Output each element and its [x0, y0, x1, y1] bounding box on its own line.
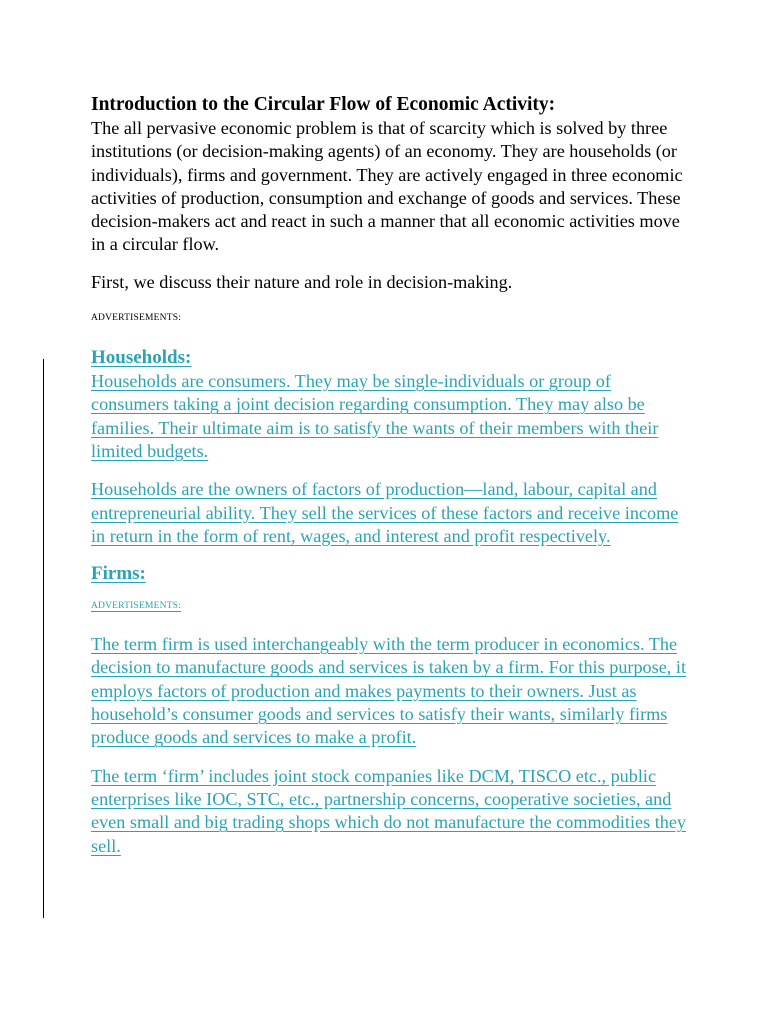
firms-advertisements-link[interactable]: ADVERTISEMENTS:	[91, 601, 182, 612]
households-heading-link[interactable]: Households:	[91, 347, 192, 369]
firms-paragraph-1-link[interactable]: The term firm is used interchangeably with the term producer in economics. The decision to manufacture goods and services is taken by a firm. For this purpose, it employs factors of production and makes payments to their owners. Just as household’s consumer goods and services to satisfy their wants, similarly firms produce goods and services to make a profit.	[91, 634, 687, 748]
firms-heading-link[interactable]: Firms:	[91, 563, 146, 585]
intro-paragraph-1: The all pervasive economic problem is that of scarcity which is solved by three institutions (or decision-making agents) of an economy. They are households (or individuals), firms and government. They are actively engaged in three economic activities of production, consumption and exchange of goods and services. These decision-makers act and react in such a manner that all economic activities move in a circular flow.	[91, 118, 683, 255]
households-paragraph-1-link[interactable]: Households are consumers. They may be single-individuals or group of consumers taking a joint decision regarding consumption. They may also be families. Their ultimate aim is to satisfy the wants of their members with their limited budgets.	[91, 371, 659, 461]
document-page	[91, 93, 691, 858]
firms-section	[91, 562, 691, 858]
households-section	[91, 346, 691, 548]
advertisements-label: ADVERTISEMENTS:	[91, 313, 182, 324]
intro-paragraph-2: First, we discuss their nature and role in decision-making.	[91, 271, 513, 292]
change-bar	[43, 359, 44, 918]
households-paragraph-2-link[interactable]: Households are the owners of factors of production—land, labour, capital and entrepreneurial ability. They sell the services of these factors and receive income in return in the form of rent, wages, and interest and profit respectively.	[91, 479, 679, 546]
intro-title: Introduction to the Circular Flow of Economic Activity:	[91, 94, 556, 115]
firms-paragraph-2-link[interactable]: The term ‘firm’ includes joint stock companies like DCM, TISCO etc., public enterprises like IOC, STC, etc., partnership concerns, cooperative societies, and even small and big trading shops which do not manufacture the commodities they sell.	[91, 765, 687, 856]
